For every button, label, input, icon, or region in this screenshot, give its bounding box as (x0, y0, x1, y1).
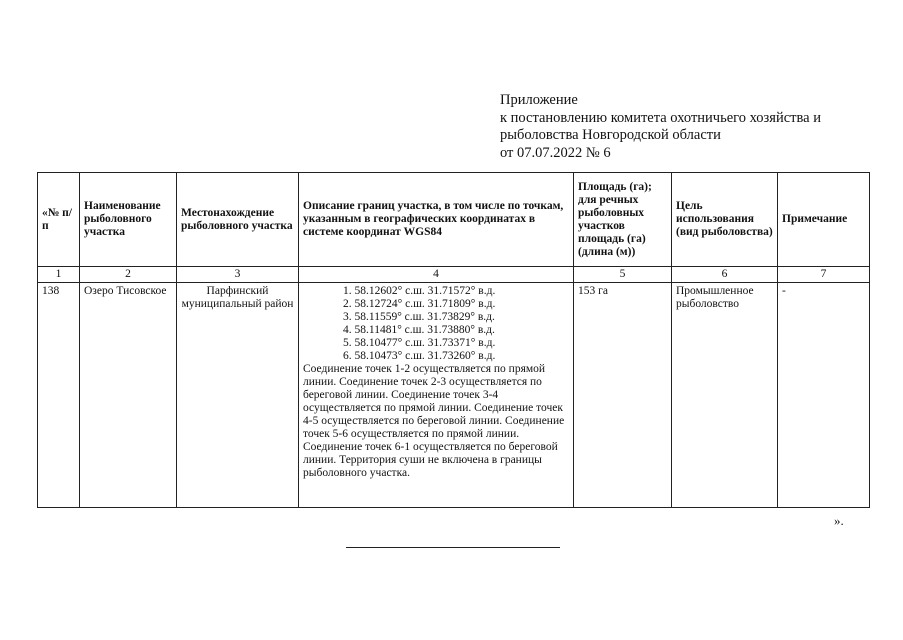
table-row (38, 283, 870, 508)
header-note: Примечание (778, 173, 870, 267)
coordinate-point: 4. 58.11481° с.ш. 31.73880° в.д. (343, 324, 495, 336)
closing-quote-mark: ». (834, 513, 844, 528)
row-number: 138 (38, 283, 80, 508)
coordinate-point: 2. 58.12724° с.ш. 31.71809° в.д. (343, 298, 496, 310)
column-number: 1 (38, 267, 80, 283)
header-number: «№ п/п (38, 173, 80, 267)
column-number: 4 (299, 267, 574, 283)
appendix-title: Приложение (500, 92, 578, 108)
row-note: - (778, 283, 870, 508)
coordinate-point: 5. 58.10477° с.ш. 31.73371° в.д. (343, 337, 496, 349)
row-area-name: Озеро Тисовское (80, 283, 177, 508)
fishing-areas-table (37, 172, 870, 508)
header-area-name: Наименование рыболовного участка (80, 173, 177, 267)
row-location: Парфинский муниципальный район (177, 283, 299, 508)
header-location: Местонахождение рыболовного участка (177, 173, 299, 267)
column-number-row (38, 267, 870, 283)
column-number: 5 (574, 267, 672, 283)
coordinate-point: 1. 58.12602° с.ш. 31.71572° в.д. (343, 285, 496, 297)
appendix-resolution-line: к постановлению комитета охотничьего хозяйства и (500, 109, 821, 126)
row-area-size: 153 га (574, 283, 672, 508)
header-area-size: Площадь (га); для речных рыболовных участков площадь (га) (длина (м)) (574, 173, 672, 267)
coordinate-points-list (343, 285, 569, 363)
appendix-committee-line: рыболовства Новгородской области (500, 127, 721, 143)
column-number: 6 (672, 267, 778, 283)
appendix-header (500, 92, 870, 162)
header-boundary-description: Описание границ участка, в том числе по точкам, указанным в географических координатах в системе координат WGS84 (299, 173, 574, 267)
coordinate-point: 6. 58.10473° с.ш. 31.73260° в.д. (343, 350, 496, 362)
row-boundary-description (299, 283, 574, 508)
signature-divider (346, 547, 560, 548)
appendix-date-line: от 07.07.2022 № 6 (500, 144, 611, 161)
column-number: 2 (80, 267, 177, 283)
coordinate-point: 3. 58.11559° с.ш. 31.73829° в.д. (343, 311, 495, 323)
column-number: 7 (778, 267, 870, 283)
row-purpose: Промышленное рыболовство (672, 283, 778, 508)
header-purpose: Цель использования (вид рыболовства) (672, 173, 778, 267)
column-number: 3 (177, 267, 299, 283)
table-header-row (38, 173, 870, 267)
boundary-connection-text: Соединение точек 1-2 осуществляется по прямой линии. Соединение точек 2-3 осуществляется по береговой линии. Соединение точек 3-4 осуществляется по прямой линии. Соединение точек 4-5 осуществляется по береговой линии. Соединение точек 5-6 осуществляется по прямой линии. Соединение точек 6-1 осуществляется по береговой линии. Территория суши не включена в границы рыболовного участка. (303, 363, 565, 479)
